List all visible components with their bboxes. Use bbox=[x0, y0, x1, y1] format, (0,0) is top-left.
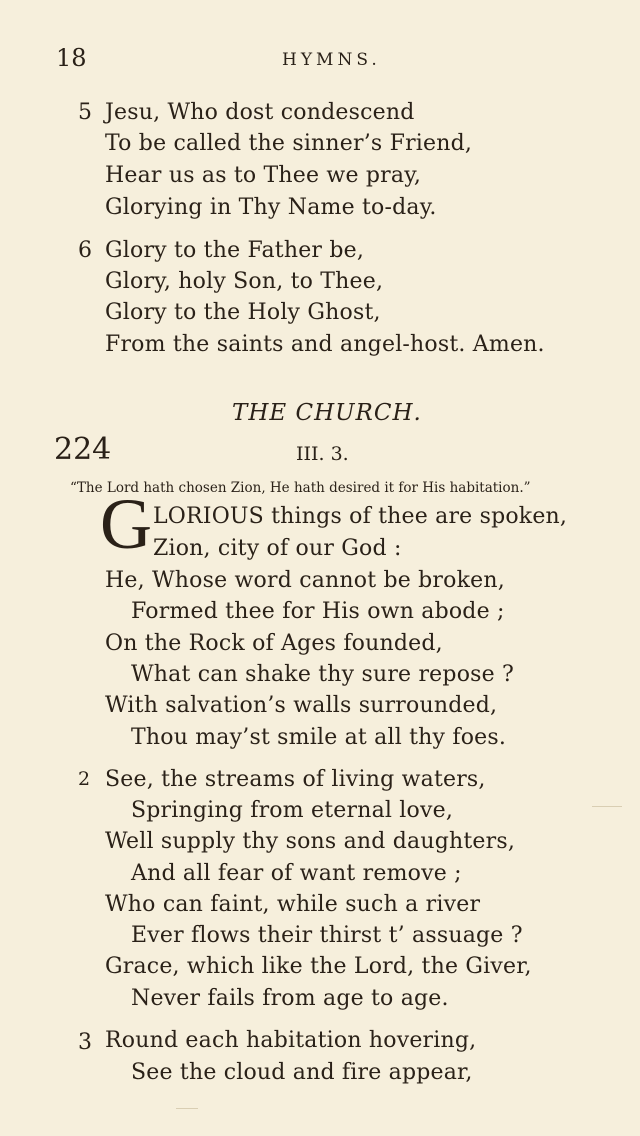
verse-line: Glorying in Thy Name to-day. bbox=[105, 195, 437, 220]
verse-line: Glory, holy Son, to Thee, bbox=[105, 269, 384, 294]
verse-line: Formed thee for His own abode ; bbox=[131, 599, 505, 624]
verse-line: From the saints and angel-host. Amen. bbox=[105, 332, 545, 357]
hymn-meter: III. 3. bbox=[296, 443, 349, 465]
paper-mark bbox=[176, 1108, 198, 1109]
verse-line: Jesu, Who dost condescend bbox=[105, 100, 415, 125]
verse-line: Thou may’st smile at all thy foes. bbox=[131, 725, 507, 750]
drop-cap: G bbox=[100, 484, 152, 564]
verse-line: Zion, city of our God : bbox=[153, 536, 402, 561]
verse-line: Round each habitation hovering, bbox=[105, 1028, 477, 1053]
verse-line: And all fear of want remove ; bbox=[131, 861, 462, 886]
verse-line: Hear us as to Thee we pray, bbox=[105, 163, 422, 188]
verse-line: What can shake thy sure repose ? bbox=[131, 662, 515, 687]
paper-mark bbox=[592, 806, 622, 807]
page-number: 18 bbox=[56, 44, 87, 72]
verse-line: Well supply thy sons and daughters, bbox=[105, 829, 516, 854]
verse-number: 6 bbox=[78, 238, 92, 263]
verse-line: LORIOUS things of thee are spoken, bbox=[153, 504, 568, 529]
section-title: THE CHURCH. bbox=[232, 400, 422, 426]
verse-line: Grace, which like the Lord, the Giver, bbox=[105, 954, 532, 979]
verse-number: 5 bbox=[78, 100, 92, 125]
running-title: HYMNS. bbox=[282, 50, 381, 70]
verse-number: 3 bbox=[78, 1030, 92, 1055]
verse-line: Glory to the Father be, bbox=[105, 238, 365, 263]
hymn-number: 224 bbox=[54, 432, 112, 467]
verse-line: With salvation’s walls surrounded, bbox=[105, 693, 498, 718]
verse-line: Glory to the Holy Ghost, bbox=[105, 300, 381, 325]
verse-line: Never fails from age to age. bbox=[131, 986, 449, 1011]
verse-line: See the cloud and fire appear, bbox=[131, 1060, 473, 1085]
verse-line: He, Whose word cannot be broken, bbox=[105, 568, 505, 593]
verse-line: See, the streams of living waters, bbox=[105, 767, 486, 792]
verse-line: Springing from eternal love, bbox=[131, 798, 454, 823]
epigraph: “The Lord hath chosen Zion, He hath desired it for His habitation.” bbox=[70, 480, 531, 496]
verse-number: 2 bbox=[78, 768, 91, 790]
verse-line: To be called the sinner’s Friend, bbox=[105, 131, 473, 156]
verse-line: On the Rock of Ages founded, bbox=[105, 631, 443, 656]
verse-line: Who can faint, while such a river bbox=[105, 892, 481, 917]
verse-line: Ever flows their thirst t’ assuage ? bbox=[131, 923, 523, 948]
